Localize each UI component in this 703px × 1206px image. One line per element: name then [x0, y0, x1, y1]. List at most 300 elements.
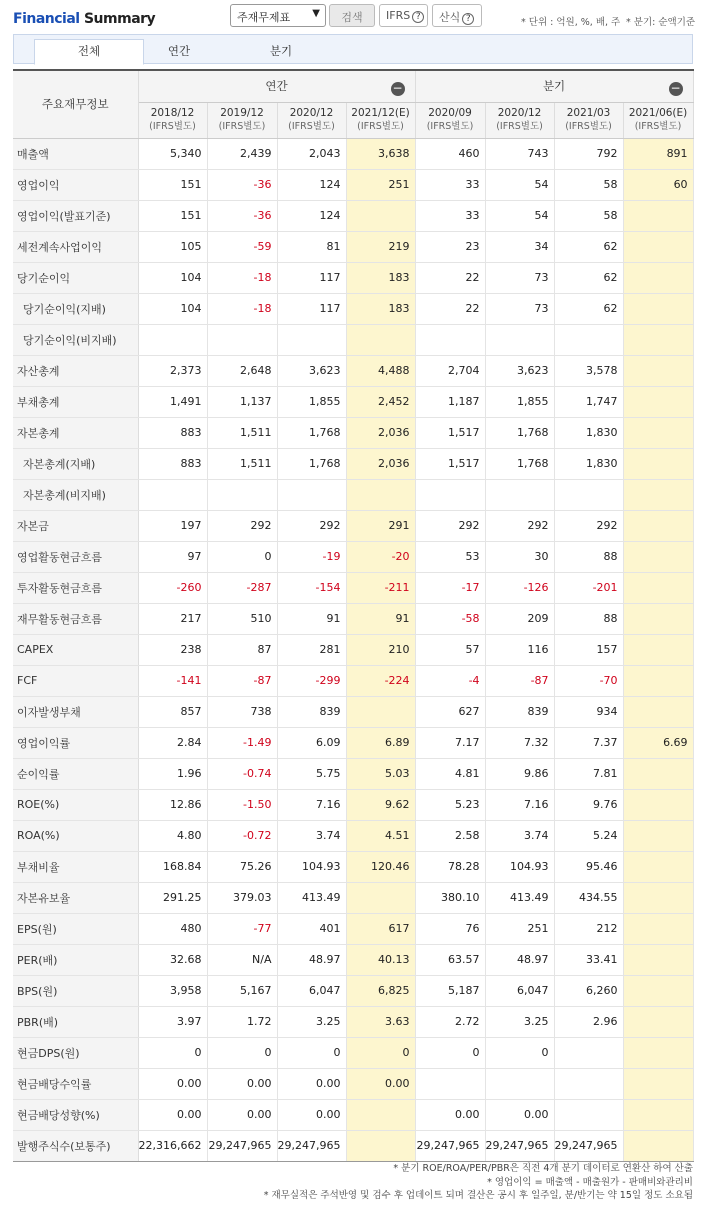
table-cell: -0.74 — [207, 758, 277, 789]
table-cell: 29,247,965 — [277, 1130, 346, 1161]
table-cell — [623, 851, 693, 882]
table-cell: 22 — [415, 293, 485, 324]
table-cell: -70 — [554, 665, 623, 696]
table-cell: 40.13 — [346, 944, 415, 975]
table-cell — [346, 696, 415, 727]
table-cell: 839 — [277, 696, 346, 727]
table-cell: 5.24 — [554, 820, 623, 851]
table-cell: -87 — [207, 665, 277, 696]
table-cell — [623, 634, 693, 665]
table-cell: 2,036 — [346, 417, 415, 448]
table-row — [13, 851, 693, 882]
table-row — [13, 727, 693, 758]
table-cell — [623, 913, 693, 944]
column-period: 2020/09 — [428, 107, 472, 119]
column-period: 2021/06(E) — [628, 107, 688, 119]
table-cell: 33.41 — [554, 944, 623, 975]
table-cell: 5.23 — [415, 789, 485, 820]
table-cell: 3,623 — [277, 355, 346, 386]
row-label: 순이익률 — [13, 758, 138, 789]
table-cell: 29,247,965 — [485, 1130, 554, 1161]
row-label: 부채비율 — [13, 851, 138, 882]
table-cell: 12.86 — [138, 789, 207, 820]
table-cell: 6.09 — [277, 727, 346, 758]
statement-type-select[interactable] — [230, 4, 326, 27]
table-cell: -211 — [346, 572, 415, 603]
table-cell: 292 — [415, 510, 485, 541]
table-cell — [623, 262, 693, 293]
table-cell: 62 — [554, 231, 623, 262]
table-cell: 5.03 — [346, 758, 415, 789]
table-cell: 4,488 — [346, 355, 415, 386]
table-cell: 2,373 — [138, 355, 207, 386]
table-cell: -1.49 — [207, 727, 277, 758]
table-cell: -36 — [207, 200, 277, 231]
table-cell: 839 — [485, 696, 554, 727]
table-cell: 54 — [485, 200, 554, 231]
row-label: 부채총계 — [13, 386, 138, 417]
table-row — [13, 200, 693, 231]
row-label: 영업이익 — [13, 169, 138, 200]
table-cell — [346, 1099, 415, 1130]
table-cell — [623, 417, 693, 448]
table-cell: 6,825 — [346, 975, 415, 1006]
table-cell: 117 — [277, 262, 346, 293]
row-label: ROE(%) — [13, 789, 138, 820]
table-cell: 413.49 — [485, 882, 554, 913]
table-cell: 0.00 — [277, 1068, 346, 1099]
unit-note: * 단위 : 억원, %, 배, 주 — [521, 17, 621, 28]
table-cell: 0.00 — [138, 1099, 207, 1130]
table-cell: 1.96 — [138, 758, 207, 789]
table-cell: 4.80 — [138, 820, 207, 851]
table-cell — [277, 324, 346, 355]
row-label: 현금배당성향(%) — [13, 1099, 138, 1130]
row-label: 현금DPS(원) — [13, 1037, 138, 1068]
table-row — [13, 1037, 693, 1068]
table-cell: 0 — [346, 1037, 415, 1068]
footnote-1: * 분기 ROE/ROA/PER/PBR은 직전 4개 분기 데이터로 연환산 하여 산출 — [393, 1163, 693, 1174]
table-cell: 217 — [138, 603, 207, 634]
column-basis: (IFRS별도) — [496, 121, 543, 132]
table-cell: 5.75 — [277, 758, 346, 789]
top-bar — [0, 0, 703, 34]
table-cell: 212 — [554, 913, 623, 944]
table-cell — [138, 324, 207, 355]
table-cell: 91 — [346, 603, 415, 634]
table-cell: 0.00 — [415, 1099, 485, 1130]
table-cell: 3.25 — [485, 1006, 554, 1037]
table-cell: 34 — [485, 231, 554, 262]
table-cell: 58 — [554, 169, 623, 200]
table-row — [13, 231, 693, 262]
table-cell — [623, 975, 693, 1006]
formula-label: 산식 — [439, 11, 461, 24]
table-cell: 2.72 — [415, 1006, 485, 1037]
table-row — [13, 1130, 693, 1161]
table-cell — [623, 231, 693, 262]
table-cell: 22 — [415, 262, 485, 293]
table-cell: 210 — [346, 634, 415, 665]
table-cell: 2.58 — [415, 820, 485, 851]
table-row — [13, 541, 693, 572]
table-cell: 88 — [554, 603, 623, 634]
table-cell: 3.74 — [485, 820, 554, 851]
table-cell: 75.26 — [207, 851, 277, 882]
table-cell: -18 — [207, 262, 277, 293]
table-cell: 104 — [138, 262, 207, 293]
table-row — [13, 696, 693, 727]
column-basis: (IFRS별도) — [218, 121, 266, 132]
table-cell: -154 — [277, 572, 346, 603]
table-cell: 2.96 — [554, 1006, 623, 1037]
table-cell — [623, 696, 693, 727]
table-cell: 1,511 — [207, 417, 277, 448]
table-cell: 1,511 — [207, 448, 277, 479]
column-header — [554, 102, 623, 138]
table-cell: 292 — [485, 510, 554, 541]
table-cell: 0.00 — [346, 1068, 415, 1099]
table-cell: -58 — [415, 603, 485, 634]
row-label: 이자발생부채 — [13, 696, 138, 727]
table-row — [13, 572, 693, 603]
table-row — [13, 820, 693, 851]
column-period: 2020/12 — [289, 107, 334, 119]
row-label: 자본금 — [13, 510, 138, 541]
table-cell: 292 — [554, 510, 623, 541]
table-cell — [623, 1130, 693, 1161]
table-cell: 379.03 — [207, 882, 277, 913]
table-cell: 1,137 — [207, 386, 277, 417]
table-cell: 434.55 — [554, 882, 623, 913]
column-period: 2021/12(E) — [351, 107, 410, 119]
table-cell: 1,830 — [554, 448, 623, 479]
table-cell: -299 — [277, 665, 346, 696]
row-label: 영업이익률 — [13, 727, 138, 758]
table-cell: 0 — [277, 1037, 346, 1068]
search-button[interactable]: 검색 — [329, 4, 375, 27]
table-cell: 104.93 — [277, 851, 346, 882]
table-cell: 32.68 — [138, 944, 207, 975]
column-period: 2019/12 — [220, 107, 264, 119]
ifrs-label: IFRS — [386, 9, 411, 22]
table-cell: 3.97 — [138, 1006, 207, 1037]
table-row — [13, 882, 693, 913]
table-cell: 0 — [207, 1037, 277, 1068]
table-cell: 5,167 — [207, 975, 277, 1006]
table-cell — [623, 665, 693, 696]
table-cell: -141 — [138, 665, 207, 696]
table-cell: -87 — [485, 665, 554, 696]
table-cell: 883 — [138, 448, 207, 479]
table-cell — [346, 200, 415, 231]
table-row — [13, 169, 693, 200]
table-cell: 87 — [207, 634, 277, 665]
table-cell: 7.17 — [415, 727, 485, 758]
table-row — [13, 355, 693, 386]
table-cell: 1.72 — [207, 1006, 277, 1037]
tab-annual[interactable]: 연간 — [167, 44, 191, 58]
table-cell: 291 — [346, 510, 415, 541]
table-cell: 30 — [485, 541, 554, 572]
table-cell: 168.84 — [138, 851, 207, 882]
table-cell — [346, 324, 415, 355]
table-cell — [623, 448, 693, 479]
row-label: 당기순이익(지배) — [13, 293, 138, 324]
table-cell: 88 — [554, 541, 623, 572]
annual-group-header — [138, 70, 415, 102]
table-cell — [623, 944, 693, 975]
table-cell: 1,768 — [485, 417, 554, 448]
table-cell: 2.84 — [138, 727, 207, 758]
table-row — [13, 293, 693, 324]
table-cell: -1.50 — [207, 789, 277, 820]
table-cell: 29,247,965 — [554, 1130, 623, 1161]
table-cell: 9.62 — [346, 789, 415, 820]
table-cell: 480 — [138, 913, 207, 944]
table-row — [13, 758, 693, 789]
page-title — [13, 11, 155, 27]
table-cell: 3,958 — [138, 975, 207, 1006]
column-basis: (IFRS별도) — [357, 121, 404, 132]
table-cell: 183 — [346, 262, 415, 293]
statement-type-value: 주재무제표 — [237, 11, 291, 24]
tab-quarterly[interactable]: 분기 — [269, 44, 293, 58]
table-cell: 1,855 — [277, 386, 346, 417]
table-cell: 1,747 — [554, 386, 623, 417]
table-cell — [623, 293, 693, 324]
table-cell: 1,187 — [415, 386, 485, 417]
table-cell: 157 — [554, 634, 623, 665]
table-row — [13, 1099, 693, 1130]
table-cell: 1,517 — [415, 448, 485, 479]
table-row — [13, 510, 693, 541]
row-label: 당기순이익(비지배) — [13, 324, 138, 355]
table-cell: 22,316,662 — [138, 1130, 207, 1161]
table-cell: 0.00 — [485, 1099, 554, 1130]
table-cell: 91 — [277, 603, 346, 634]
table-cell: 738 — [207, 696, 277, 727]
table-cell: 281 — [277, 634, 346, 665]
column-period: 2020/12 — [497, 107, 542, 119]
table-cell: 3,638 — [346, 138, 415, 169]
table-cell: 183 — [346, 293, 415, 324]
financial-summary-table-wrap — [13, 69, 693, 1162]
table-cell: -36 — [207, 169, 277, 200]
column-basis: (IFRS별도) — [634, 121, 682, 132]
column-header — [138, 102, 207, 138]
table-cell: 6,047 — [485, 975, 554, 1006]
table-cell — [623, 479, 693, 510]
quarter-group-header — [415, 70, 693, 102]
table-row — [13, 262, 693, 293]
table-cell: 251 — [346, 169, 415, 200]
table-cell: 97 — [138, 541, 207, 572]
column-header — [623, 102, 693, 138]
table-cell: 6.89 — [346, 727, 415, 758]
table-cell — [623, 541, 693, 572]
table-cell: 33 — [415, 200, 485, 231]
table-cell: 0 — [207, 541, 277, 572]
collapse-quarter-icon[interactable]: − — [670, 81, 681, 95]
table-cell: 209 — [485, 603, 554, 634]
help-icon: ? — [412, 11, 424, 23]
table-cell: 460 — [415, 138, 485, 169]
table-cell: 291.25 — [138, 882, 207, 913]
table-cell: 63.57 — [415, 944, 485, 975]
table-cell: N/A — [207, 944, 277, 975]
table-cell: 60 — [623, 169, 693, 200]
table-cell — [554, 1037, 623, 1068]
footnote-2: * 영업이익 = 매출액 - 매출원가 - 판매비와관리비 — [487, 1176, 693, 1188]
table-cell — [415, 479, 485, 510]
row-label: 자본총계 — [13, 417, 138, 448]
table-cell — [554, 1099, 623, 1130]
collapse-annual-icon[interactable]: − — [392, 81, 403, 95]
table-cell: 743 — [485, 138, 554, 169]
table-cell: 1,491 — [138, 386, 207, 417]
table-cell: -77 — [207, 913, 277, 944]
table-cell: 0.00 — [207, 1068, 277, 1099]
table-cell: 124 — [277, 169, 346, 200]
table-cell: 3.74 — [277, 820, 346, 851]
table-cell: 120.46 — [346, 851, 415, 882]
tab-all[interactable]: 전체 — [34, 39, 144, 65]
table-cell: 104 — [138, 293, 207, 324]
period-tabs — [13, 34, 693, 64]
table-cell: 3.63 — [346, 1006, 415, 1037]
chevron-down-icon: ▼ — [312, 8, 320, 19]
table-cell — [554, 1068, 623, 1099]
table-cell: 617 — [346, 913, 415, 944]
table-row — [13, 665, 693, 696]
formula-help-button[interactable] — [432, 4, 482, 27]
column-period: 2018/12 — [150, 107, 195, 119]
table-cell: 48.97 — [277, 944, 346, 975]
quarter-basis-note: * 분기: 순액기준 — [626, 17, 696, 28]
table-cell — [623, 1006, 693, 1037]
table-cell: 116 — [485, 634, 554, 665]
table-cell: 3.25 — [277, 1006, 346, 1037]
row-label: 자본총계(비지배) — [13, 479, 138, 510]
table-cell — [623, 572, 693, 603]
column-header — [415, 102, 485, 138]
financial-summary-table — [13, 69, 694, 1162]
table-cell — [277, 479, 346, 510]
table-cell: 81 — [277, 231, 346, 262]
table-cell: 151 — [138, 200, 207, 231]
table-cell — [623, 1068, 693, 1099]
table-cell: 7.32 — [485, 727, 554, 758]
footnotes — [264, 1162, 693, 1203]
column-header — [207, 102, 277, 138]
row-label: 자본유보율 — [13, 882, 138, 913]
quarter-group-label: 분기 — [542, 79, 566, 94]
table-cell — [485, 1068, 554, 1099]
row-label: 영업이익(발표기준) — [13, 200, 138, 231]
table-cell: 1,768 — [277, 417, 346, 448]
table-row — [13, 975, 693, 1006]
table-cell — [623, 758, 693, 789]
ifrs-help-button[interactable] — [379, 4, 428, 27]
table-cell: 76 — [415, 913, 485, 944]
table-cell: 1,517 — [415, 417, 485, 448]
table-cell: 1,768 — [277, 448, 346, 479]
table-cell: 0.00 — [138, 1068, 207, 1099]
annual-group-label: 연간 — [265, 79, 288, 94]
table-cell: 292 — [277, 510, 346, 541]
row-label: FCF — [13, 665, 138, 696]
table-cell — [623, 1099, 693, 1130]
row-label: 자산총계 — [13, 355, 138, 386]
table-row — [13, 913, 693, 944]
table-cell: 0 — [138, 1037, 207, 1068]
table-cell — [623, 603, 693, 634]
table-cell: 891 — [623, 138, 693, 169]
table-cell: 58 — [554, 200, 623, 231]
table-cell — [623, 355, 693, 386]
table-cell — [623, 324, 693, 355]
table-cell: 5,340 — [138, 138, 207, 169]
table-cell: 1,830 — [554, 417, 623, 448]
table-cell: 23 — [415, 231, 485, 262]
table-cell: 251 — [485, 913, 554, 944]
table-cell: 9.76 — [554, 789, 623, 820]
row-label: CAPEX — [13, 634, 138, 665]
table-cell: 1,855 — [485, 386, 554, 417]
table-cell — [623, 789, 693, 820]
table-cell: 78.28 — [415, 851, 485, 882]
table-cell — [623, 1037, 693, 1068]
row-header-cell: 주요재무정보 — [13, 70, 138, 138]
table-row — [13, 789, 693, 820]
table-cell: 0 — [485, 1037, 554, 1068]
table-cell — [485, 324, 554, 355]
table-row — [13, 417, 693, 448]
column-basis: (IFRS별도) — [426, 121, 474, 132]
table-cell: 857 — [138, 696, 207, 727]
table-cell: 73 — [485, 293, 554, 324]
title-part-financial: Financial — [13, 11, 80, 27]
table-cell: 3,578 — [554, 355, 623, 386]
table-cell: 104.93 — [485, 851, 554, 882]
table-cell: 7.81 — [554, 758, 623, 789]
table-cell: 0 — [415, 1037, 485, 1068]
row-label: 재무활동현금흐름 — [13, 603, 138, 634]
table-cell: 4.51 — [346, 820, 415, 851]
table-cell: 2,704 — [415, 355, 485, 386]
table-cell: 2,439 — [207, 138, 277, 169]
table-cell: 934 — [554, 696, 623, 727]
table-cell: 413.49 — [277, 882, 346, 913]
row-label: PER(배) — [13, 944, 138, 975]
table-cell — [485, 479, 554, 510]
table-cell: -260 — [138, 572, 207, 603]
table-row — [13, 448, 693, 479]
table-row — [13, 634, 693, 665]
table-cell: 6,260 — [554, 975, 623, 1006]
table-cell: 73 — [485, 262, 554, 293]
table-cell: 6.69 — [623, 727, 693, 758]
table-cell: -19 — [277, 541, 346, 572]
table-cell: 401 — [277, 913, 346, 944]
table-cell — [346, 1130, 415, 1161]
table-cell: 7.16 — [485, 789, 554, 820]
table-cell: 883 — [138, 417, 207, 448]
row-label: 매출액 — [13, 138, 138, 169]
table-cell — [415, 324, 485, 355]
table-cell: -126 — [485, 572, 554, 603]
